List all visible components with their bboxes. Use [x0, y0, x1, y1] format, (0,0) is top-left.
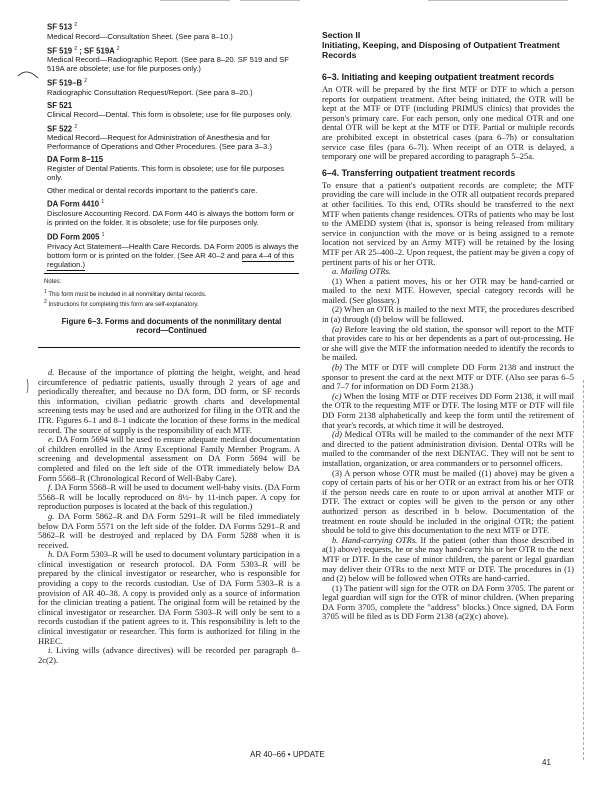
paragraph-label: e. — [48, 434, 54, 445]
form-id: DA Form 8–115 — [47, 155, 104, 165]
heading-6-4: 6–4. Transferring outpatient treatment records — [322, 167, 516, 178]
form-number — [47, 21, 299, 32]
notes-label: Notes: — [44, 278, 62, 285]
body-paragraph — [38, 646, 300, 665]
form-description: Medical Record—Consultation Sheet. (See para 8–10.) — [47, 31, 233, 41]
form-number — [47, 77, 299, 88]
figure-entry — [47, 155, 299, 182]
footnote-ref: 2 — [74, 45, 78, 52]
figure-entry — [47, 198, 299, 227]
right-edge-dashes — [583, 380, 585, 760]
item-text: When an OTR is mailed to the next MTF, the procedures described in (a) through (d) below will be followed. — [322, 304, 574, 325]
paragraph-text: Because of the importance of plotting the height, weight, and head circumference of pediatric patients, usually through 2 years of age and periodically thereafter, and because no DA form, DD form, or SF records this information, civilian pediatric growth charts and developmental screening tests may be used and are authorized for filing in the OTR and the ITR. Figures 6–1 and 8–1 indicate the location of these forms in the medical record. The source of supply is the responsibility of each MTF. — [38, 367, 300, 435]
form-number — [47, 198, 299, 209]
form-id-2: ; SF 519A — [79, 46, 115, 56]
form-number — [47, 45, 299, 56]
numbered-item — [322, 392, 574, 430]
paragraph-label: g. — [48, 510, 55, 521]
figure-entry — [47, 101, 299, 119]
item-label: (1) — [332, 275, 342, 286]
item-label: (b) — [332, 362, 342, 373]
form-id: DD Form 2005 — [47, 232, 100, 242]
figure-entry — [47, 231, 299, 269]
footnote-ref: 2 — [74, 123, 78, 130]
form-description-a: Privacy Act Statement—Health Care Records. DA Form 2005 is always the bottom form or is printed on the folder. (See AR 40–2 and — [47, 241, 299, 260]
form-id: SF 521 — [47, 100, 73, 110]
footnote-ref: 2 — [116, 45, 120, 52]
numbered-item — [322, 469, 574, 536]
item-text: The patient will sign for the OTR on DA Form 3705. The parent or legal guardian will sign for the OTR of minor children. (When preparing DA Form 3705, complete the "address" blocks.) Once signed, DA Form 3705 will be filed as is DD Form 2138 (a(2)(c) above). — [322, 582, 574, 622]
form-number — [47, 123, 299, 134]
scan-edge-line — [160, 0, 230, 1]
paragraph-text: DA Form 5694 will be used to ensure adequate medical documentation of children enrolled in the Army Exceptional Family Member Program. A screening and developmental assessment on DA Form 5694 will be completed and filed on the left side of the OTR immediately below DA Form 5568–R (Chronological Record of Well-Baby Care). — [38, 434, 301, 483]
heading-6-3: 6–3. Initiating and keeping outpatient treatment records — [322, 72, 555, 82]
form-description-b: para 4–4 of this regulation.) — [47, 250, 294, 269]
numbered-item — [322, 430, 574, 468]
form-id: SF 513 — [47, 22, 73, 32]
sub-a-title: Mailing OTRs. — [340, 266, 392, 277]
figure-6-3-continued — [44, 21, 299, 348]
scan-edge-line — [428, 0, 568, 1]
sub-b-title: Hand-carrying OTRs. — [341, 534, 418, 545]
footer-publication: AR 40–66 • UPDATE — [250, 750, 325, 759]
sub-a-label: a. — [332, 266, 339, 277]
figure-caption-line1: Figure 6–3. Forms and documents of the nonmilitary dental — [61, 316, 282, 326]
body-paragraph — [38, 435, 300, 483]
numbered-item — [322, 325, 574, 363]
paragraph-label: i. — [48, 645, 53, 656]
item-label: (3) — [332, 467, 342, 478]
form-number — [47, 101, 299, 110]
form-id: SF 522 — [47, 124, 73, 134]
right-column — [322, 30, 574, 622]
margin-hole-mark — [17, 66, 39, 80]
paragraph-text: DA Form 5862–R and DA Form 5291–R will be filed immediately below DA Form 5571 on the left side of the folder. DA Forms 5291–R and 5862–R will be destroyed and replaced by DA Form 5288 when it is received. — [38, 510, 300, 550]
figure-entry — [47, 77, 299, 97]
body-paragraph — [38, 550, 300, 646]
figure-caption — [50, 317, 293, 335]
left-body-text — [38, 368, 300, 665]
numbered-item — [322, 584, 574, 622]
item-label: (2) — [332, 304, 342, 315]
other-records-text: Other medical or dental records important to the patient's care. — [47, 186, 258, 196]
scan-edge-line — [240, 0, 300, 1]
figure-entry — [47, 21, 299, 41]
footnote — [44, 299, 299, 309]
numbered-item — [322, 363, 574, 392]
form-description: Clinical Record—Dental. This form is obsolete; use for file purposes only. — [47, 109, 292, 119]
figure-bottom-rule — [38, 347, 300, 349]
para-6-4-intro: To ensure that a patient's outpatient records are complete; the MTF providing the care will include in the OTR all outpatient records prepared at other facilities. To this end, OTRs should be transferred to the next MTF when patients change residences. OTRs of patients who may be lost to the AMEDD system (that is, sponsor is being released from military service in conjunction with the move or is being assigned to a remote location not serviced by an Army MTF) will be retained by the losing MTF per AR 25–400–2. Upon request, the patient may be given a copy of pertinent parts of his or her OTR. — [322, 179, 574, 267]
form-description: Register of Dental Patients. This form is obsolete; use for file purposes only. — [47, 164, 285, 183]
section-title: Initiating, Keeping, and Disposing of Outpatient Treatment Records — [322, 40, 560, 60]
item-text: The MTF or DTF will complete DD Form 2138 and instruct the sponsor to present the card at the next MTF or DTF. (Also see paras 6–5 and 7–7 for information on DD Form 2138.) — [322, 362, 574, 392]
item-label: (d) — [332, 429, 342, 440]
footnote-number: 2 — [44, 298, 47, 305]
form-id: DA Form 4410 — [47, 199, 100, 209]
figure-entry — [47, 45, 299, 74]
body-paragraph — [38, 483, 300, 512]
footnote-ref: 2 — [74, 22, 78, 28]
item-label: (c) — [332, 390, 342, 401]
footnote-number: 1 — [44, 288, 47, 295]
paragraph-text: DA Form 5568–R will be used to document well-baby visits. (DA Form 5568–R will be locally reproduced on 8½- by 11-inch paper. A copy for reproduction purposes is located at the back of this regulation.) — [38, 482, 301, 512]
paragraph-label: f. — [48, 482, 53, 493]
item-label: (1) — [332, 582, 342, 593]
item-text: When a patient moves, his or her OTR may be hand-carried or mailed to the next MTF. However, special category records will be mailed. (See glossary.) — [322, 275, 574, 305]
section-label: Section II — [322, 30, 361, 40]
form-description: Medical Record—Radiographic Report. (See para 8–20. SF 519 and SF 519A are obsolete; use for file purposes only.) — [47, 55, 289, 74]
item-text: A person whose OTR must be mailed ((1) above) may be given a copy of certain parts of his or her OTR or an extract from his or her OTR if the person needs care en route to or upon arrival at another MTF or DTF. The extract or copies will be given to the person or any other authorized person as described in b below. Documentation of the treatment en route should be included in the original OTR; the patient should be told to give this documentation to the next MTF or DTF. — [322, 467, 575, 536]
form-description: Disclosure Accounting Record. DA Form 440 is always the bottom form or is printed on the folder. It is obsolete; use for file purposes only. — [47, 208, 295, 227]
item-text: Medical OTRs will be mailed to the commander of the next MTF and directed to the patient administration division. Dental OTRs will be mailed to the commander of the next DENTAC. They will not be sent to installation, organization, or area commanders or to personnel officers. — [322, 429, 575, 468]
footnote-text: This form must be included in all nonmilitary dental records. — [48, 291, 207, 298]
para-6-3-text: An OTR will be prepared by the first MTF or DTF to which a person reports for outpatient treatment. After being initiated, the OTR will be kept at the MTF or DTF (including PRIMUS clinics) that provides the person's primary care. For each person, only one medical OTR and one dental OTR will be kept at the MTF or DTF. Partial or multiple records are prohibited except in obstetrical cases (para 6–7h) or consultation service case files (para 6–7l). When receipt of an OTR is delayed, a temporary one will be prepared according to paragraph 5–25a. — [322, 84, 574, 162]
footnote-ref: 2 — [84, 78, 88, 85]
form-description: Radiographic Consultation Request/Report. (See para 8–20.) — [47, 87, 253, 97]
sub-b-paragraph — [322, 536, 574, 584]
footnote-ref: 1 — [101, 231, 105, 238]
paragraph-label: d. — [48, 367, 55, 377]
paragraph-label: h. — [48, 549, 55, 560]
body-paragraph — [38, 368, 300, 435]
form-number — [47, 231, 299, 242]
paragraph-text: DA Form 5303–R will be used to document voluntary participation in a clinical investigation or research protocol. DA Form 5303–R will be prepared by the clinical investigator or researcher, who is responsible for providing a copy to the records custodian. Use of DA Form 5303–R is a provision of AR 40–38. A copy is provided only as a source of information for the clinician treating a patient. The original form will be retained by the clinical investigator or researcher. DA Form 5303–R will only be sent to a records custodian if the patient agrees to it. This responsibility is left to the clinical investigator or researcher. This form is authorized for filing in the HREC. — [38, 549, 300, 646]
page-number: 41 — [542, 758, 551, 767]
form-number — [47, 155, 299, 164]
margin-tick-mark — [24, 378, 30, 394]
form-description — [47, 242, 299, 269]
sub-b-text: If the patient (other than those described in a(1) above) requests, he or she may hand-carry his or her OTR to the next MTF or DTF. In the case of minor children, the parent or legal guardian may deliver their OTRs to the next MTF or DTF. The procedures in (1) and (2) below will be followed when OTRs are hand-carried. — [322, 534, 575, 584]
body-paragraph — [38, 512, 300, 550]
sub-b-label: b. — [332, 534, 339, 545]
form-id: SF 519–B — [47, 78, 83, 88]
numbered-item — [322, 277, 574, 306]
figure-caption-line2: record—Continued — [136, 325, 207, 335]
form-id: SF 519 — [47, 46, 73, 56]
item-text: When the losing MTF or DTF receives DD Form 2138, it will mail the OTR to the requesting MTF or DTF. The losing MTF or DTF will file DD Form 2138 alphabetically and keep the form until the retirement of that year's records, at which time it will be destroyed. — [322, 390, 574, 430]
form-description: Medical Record—Request for Administration of Anesthesia and for Performance of Operations and Other Procedures. (See para 3–3.) — [47, 133, 272, 152]
paragraph-text: Living wills (advance directives) will be recorded per paragraph 8–2c(2). — [38, 645, 300, 665]
item-text: Before leaving the old station, the sponsor will report to the MTF that provides care to his or her dependents as a part of out-processing. He or she will give the MTF the information needed to identify the records to be mailed. — [322, 323, 574, 363]
item-label: (a) — [332, 323, 342, 334]
numbered-item — [322, 305, 574, 324]
footnote-ref: 1 — [101, 199, 105, 206]
footnote — [44, 289, 299, 299]
figure-entry — [47, 123, 299, 152]
footnote-text: Instructions for completing this form are self-explanatory. — [48, 301, 199, 308]
